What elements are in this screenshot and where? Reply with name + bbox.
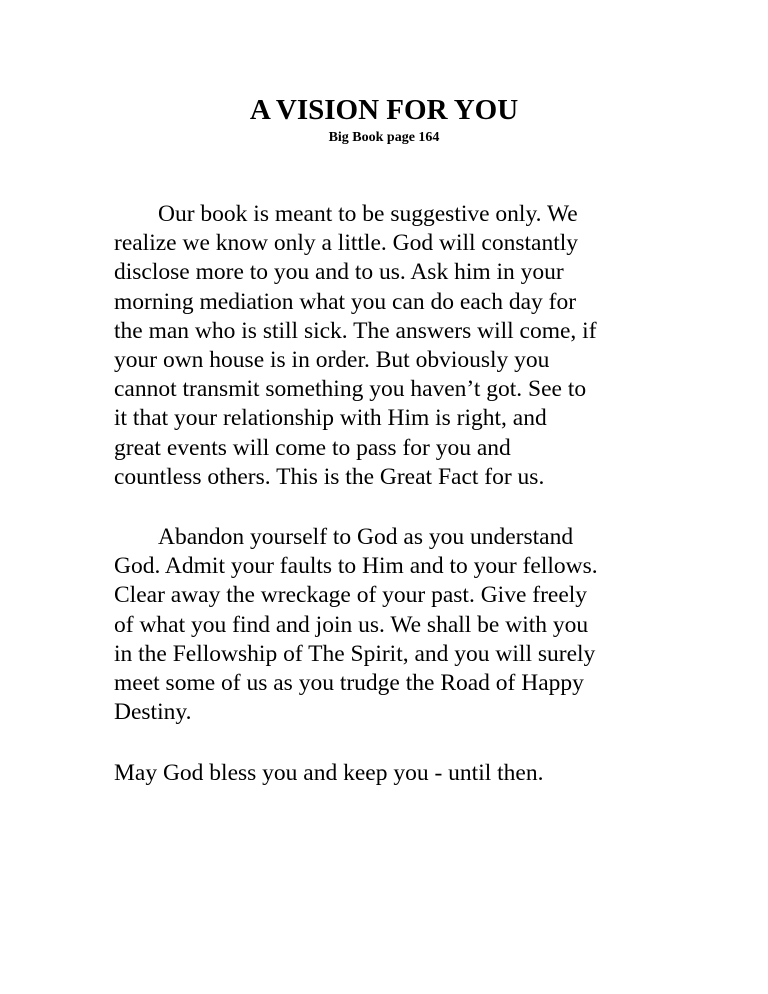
text-line: meet some of us as you trudge the Road of Happy bbox=[114, 670, 584, 697]
text-line: cannot transmit something you haven’t got. See to bbox=[114, 376, 587, 403]
text-line: May God bless you and keep you - until then. bbox=[114, 760, 544, 786]
text-line: morning mediation what you can do each day for bbox=[114, 288, 577, 315]
text-line: Clear away the wreckage of your past. Give freely bbox=[114, 582, 588, 609]
page-subtitle: Big Book page 164 bbox=[328, 130, 440, 145]
text-line: disclose more to you and to us. Ask him in your bbox=[114, 259, 564, 286]
text-line: God. Admit your faults to Him and to your fellows. bbox=[114, 553, 598, 580]
text-line: of what you find and join us. We shall be with you bbox=[114, 611, 589, 638]
text-line: in the Fellowship of The Spirit, and you will surely bbox=[114, 640, 596, 667]
closing-line bbox=[114, 759, 543, 788]
paragraph-2 bbox=[114, 523, 598, 727]
text-line: countless others. This is the Great Fact for us. bbox=[114, 463, 545, 490]
paragraph-1 bbox=[114, 200, 597, 492]
text-line: Abandon yourself to God as you understand bbox=[158, 524, 574, 550]
text-line: Destiny. bbox=[114, 699, 192, 726]
page-title: A VISION FOR YOU bbox=[249, 94, 519, 126]
text-line: your own house is in order. But obviously you bbox=[114, 347, 550, 374]
text-line: Our book is meant to be suggestive only. We bbox=[158, 201, 578, 227]
text-line: realize we know only a little. God will constantly bbox=[114, 230, 579, 257]
text-line: great events will come to pass for you and bbox=[114, 434, 511, 461]
text-line: it that your relationship with Him is right, and bbox=[114, 405, 547, 432]
text-line: the man who is still sick. The answers will come, if bbox=[114, 317, 597, 344]
